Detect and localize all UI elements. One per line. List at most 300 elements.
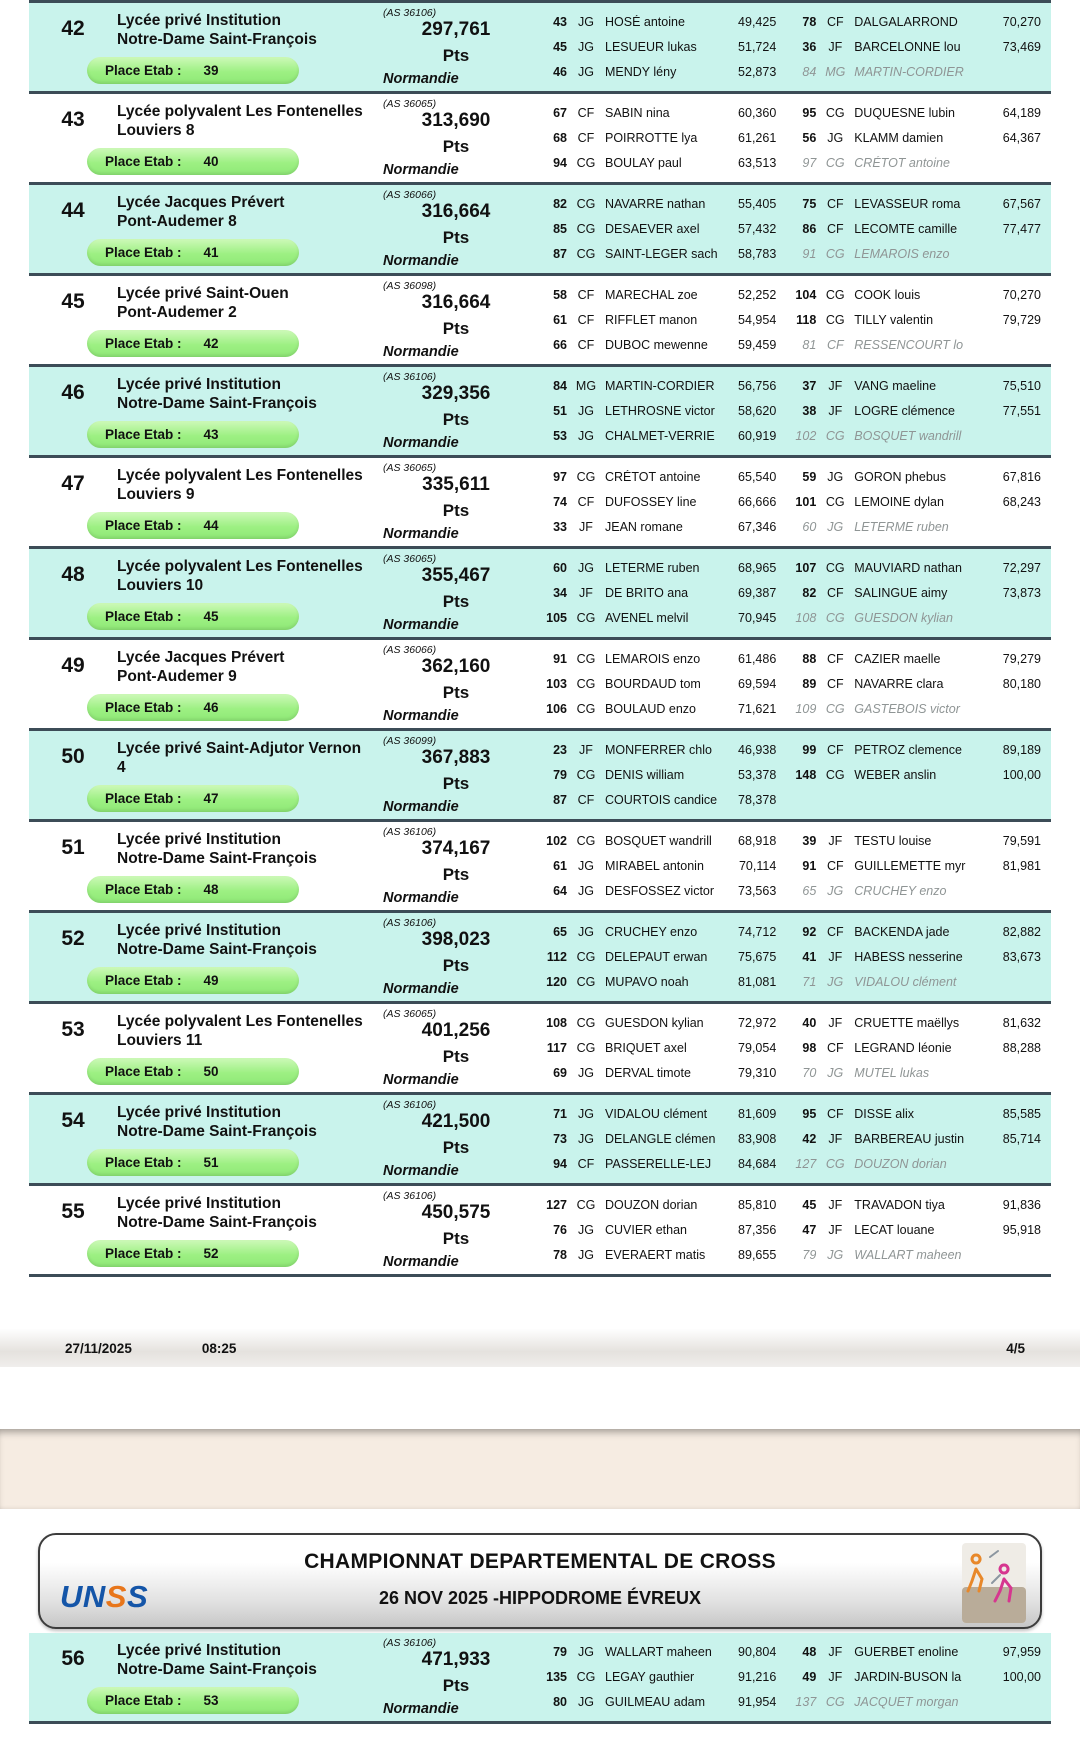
runner-category: JG [827, 1065, 844, 1080]
runner-name: JARDIN-BUSON la [854, 1669, 962, 1684]
runner-score: 88,288 [1002, 1040, 1041, 1055]
runner-category: JG [827, 1247, 844, 1262]
place-etab-value: 50 [203, 1064, 219, 1079]
region-label: Normandie [383, 1072, 459, 1088]
runners-list [531, 185, 1051, 273]
runners-list [531, 367, 1051, 455]
runners-list [531, 276, 1051, 364]
runner-name: LEVASSEUR roma [854, 197, 961, 212]
runner-category: JG [578, 1645, 594, 1660]
runner-name: BACKENDA jade [854, 925, 950, 940]
place-etab-badge [87, 512, 299, 539]
school-name-line1: Lycée Jacques Prévert [117, 194, 285, 211]
runner-category: JF [579, 519, 593, 534]
runner-name: MIRABEL antonin [605, 858, 704, 873]
place-etab-badge [87, 148, 299, 175]
runner-rank: 98 [802, 1040, 817, 1055]
unss-logo-text: S [126, 1579, 149, 1614]
runner-entry [780, 1223, 1045, 1237]
runner-rank: 105 [546, 610, 567, 625]
runner-entry [780, 156, 1045, 170]
points-value: 316,664 [421, 292, 491, 313]
region-label: Normandie [383, 435, 459, 451]
runner-line [531, 374, 1045, 399]
place-etab-label: Place Etab : [105, 1693, 182, 1708]
runner-category: JG [578, 858, 594, 873]
team-rank: 44 [61, 199, 85, 222]
runner-name: EVERAERT matis [605, 1247, 706, 1262]
runner-category: JF [828, 834, 843, 849]
runner-line [531, 1011, 1045, 1036]
runner-rank: 78 [553, 1247, 567, 1262]
runner-entry [531, 1016, 780, 1030]
team-result-row [29, 1001, 1051, 1092]
as-code: (AS 36106) [383, 917, 437, 929]
runner-score: 77,477 [1002, 221, 1041, 236]
runner-rank: 137 [795, 1694, 817, 1709]
runner-rank: 45 [802, 1198, 817, 1213]
runner-rank: 80 [553, 1694, 567, 1709]
runner-name: GASTEBOIS victor [854, 701, 960, 716]
runner-name: JACQUET morgan [854, 1694, 959, 1709]
school-name-line2: Pont-Audemer 8 [117, 213, 237, 231]
runner-score: 91,954 [738, 1694, 777, 1709]
school-name-line2: Notre-Dame Saint-François [117, 1123, 317, 1141]
runner-line [531, 1640, 1045, 1665]
runner-rank: 106 [546, 701, 567, 716]
runner-category: CG [576, 610, 596, 625]
runner-rank: 92 [802, 925, 817, 940]
region-label: Normandie [383, 617, 459, 633]
runner-entry [531, 950, 780, 964]
runner-rank: 102 [546, 834, 567, 849]
as-code: (AS 36106) [383, 371, 437, 383]
runner-category: CG [576, 1198, 596, 1213]
footer-time: 08:25 [201, 1340, 237, 1356]
pts-label: Pts [442, 592, 470, 611]
runner-rank: 109 [795, 701, 817, 716]
runner-score: 91,836 [1002, 1198, 1041, 1213]
school-name-line1: Lycée polyvalent Les Fontenelles [117, 1013, 363, 1030]
runners-list [531, 640, 1051, 728]
page-gap [0, 1429, 1080, 1509]
runner-entry [531, 40, 780, 54]
runner-category: MG [825, 64, 846, 79]
runner-line [531, 787, 1045, 812]
runner-name: GUESDON kylian [854, 610, 953, 625]
runner-category: JG [578, 925, 594, 940]
unss-logo-text: S [105, 1579, 127, 1614]
school-name-line1: Lycée privé Saint-Adjutor Vernon [117, 740, 362, 757]
runner-entry [780, 429, 1045, 443]
runner-category: CG [825, 428, 845, 443]
runner-score: 68,965 [738, 561, 777, 576]
runners-list [531, 913, 1051, 1001]
runner-entry [531, 288, 780, 302]
runner-line [531, 101, 1045, 126]
runner-entry [780, 1157, 1045, 1171]
runner-entry [531, 611, 780, 625]
runner-name: LEMAROIS enzo [605, 652, 701, 667]
runner-score: 79,054 [738, 1040, 777, 1055]
runner-name: DOUZON dorian [605, 1198, 698, 1213]
runner-category: MG [575, 379, 597, 394]
runner-score: 56,756 [738, 379, 777, 394]
runner-category: CG [576, 221, 596, 236]
pts-label: Pts [442, 956, 470, 975]
as-code: (AS 36106) [383, 7, 437, 19]
runner-category: JF [828, 949, 843, 964]
runner-category: CG [576, 1016, 596, 1031]
points-value: 367,883 [421, 747, 491, 768]
as-code: (AS 36065) [383, 553, 437, 565]
runner-name: DERVAL timote [605, 1065, 691, 1080]
runner-name: BOURDAUD tom [605, 676, 701, 691]
runner-score: 51,724 [738, 39, 777, 54]
runner-line [531, 126, 1045, 151]
runner-rank: 49 [802, 1669, 817, 1684]
runner-score: 72,972 [738, 1016, 777, 1031]
points-column [379, 1095, 531, 1183]
runner-score: 100,00 [1002, 1669, 1041, 1684]
runner-score: 67,346 [738, 519, 777, 534]
runner-rank: 118 [796, 312, 817, 327]
team-rank: 50 [61, 745, 85, 768]
team-result-row [29, 546, 1051, 637]
runner-entry [780, 520, 1045, 534]
place-etab-value: 41 [203, 245, 219, 260]
runner-name: BOSQUET wandrill [854, 428, 962, 443]
place-etab-badge [87, 1058, 299, 1085]
runner-score: 83,908 [738, 1131, 777, 1146]
runner-entry [780, 702, 1045, 716]
runner-score: 58,783 [738, 246, 777, 261]
runners-artwork-icon [962, 1543, 1026, 1628]
runner-rank: 78 [802, 15, 817, 30]
runner-category: CG [576, 676, 596, 691]
runner-rank: 41 [802, 949, 817, 964]
runner-score: 83,673 [1002, 949, 1041, 964]
runner-name: GUILMEAU adam [605, 1694, 706, 1709]
place-etab-label: Place Etab : [105, 1155, 182, 1170]
runner-rank: 89 [802, 676, 817, 691]
runner-score: 57,432 [738, 221, 777, 236]
team-rank: 49 [61, 654, 85, 677]
team-rank: 43 [61, 108, 85, 131]
runner-name: TESTU louise [854, 834, 932, 849]
runner-entry [531, 1157, 780, 1171]
region-label: Normandie [383, 71, 459, 87]
points-value: 374,167 [421, 838, 491, 859]
runner-name: LETERME ruben [605, 561, 700, 576]
runner-score: 74,712 [738, 925, 777, 940]
runner-name: LECOMTE camille [854, 221, 958, 236]
runner-entry [780, 313, 1045, 327]
runner-score: 60,360 [738, 106, 777, 121]
points-column [379, 1633, 531, 1721]
runner-category: JG [827, 519, 844, 534]
runner-category: JG [578, 1222, 594, 1237]
runner-name: SABIN nina [605, 106, 670, 121]
runner-category: JG [578, 1694, 594, 1709]
place-etab-value: 43 [203, 427, 219, 442]
runner-line [531, 556, 1045, 581]
place-etab-badge [87, 330, 299, 357]
runner-name: LESUEUR lukas [605, 39, 697, 54]
team-result-row [29, 819, 1051, 910]
runner-entry [780, 1132, 1045, 1146]
runner-category: CF [826, 197, 844, 212]
runner-entry [531, 313, 780, 327]
runner-entry [531, 743, 780, 757]
school-name-line1: Lycée polyvalent Les Fontenelles [117, 103, 363, 120]
runner-entry [531, 379, 780, 393]
school-name-line2: Louviers 10 [117, 577, 204, 595]
runner-name: COURTOIS candice [605, 792, 718, 807]
points-value: 297,761 [421, 19, 491, 40]
runner-rank: 60 [553, 561, 567, 576]
place-etab-label: Place Etab : [105, 791, 182, 806]
runner-name: MARTIN-CORDIER [605, 379, 715, 394]
school-name-line2: Notre-Dame Saint-François [117, 1661, 317, 1679]
school-name-line1: Lycée privé Institution [117, 1642, 281, 1659]
runner-score: 75,675 [738, 949, 777, 964]
points-value: 421,500 [421, 1111, 491, 1132]
runner-rank: 117 [546, 1040, 567, 1055]
runner-rank: 68 [553, 130, 567, 145]
runner-rank: 34 [553, 585, 567, 600]
school-name-line2: Louviers 11 [117, 1032, 203, 1050]
runner-name: HOSÉ antoine [605, 15, 685, 30]
runner-entry [780, 338, 1045, 352]
runner-score: 89,655 [738, 1247, 777, 1262]
team-rank: 47 [61, 472, 85, 495]
runner-name: CRÉTOT antoine [854, 155, 950, 170]
runner-category: JG [578, 561, 594, 576]
place-etab-value: 45 [203, 609, 219, 624]
runner-entry [531, 1107, 780, 1121]
place-etab-label: Place Etab : [105, 427, 182, 442]
points-column [379, 367, 531, 455]
runner-name: BOULAY paul [605, 155, 682, 170]
region-label: Normandie [383, 1163, 459, 1179]
as-code: (AS 36066) [383, 644, 437, 656]
points-column [379, 94, 531, 182]
runner-line [531, 1689, 1045, 1714]
runner-score: 85,714 [1002, 1131, 1041, 1146]
runner-rank: 94 [553, 1156, 567, 1171]
school-name-line1: Lycée privé Institution [117, 1104, 281, 1121]
runner-category: CF [826, 585, 844, 600]
region-label: Normandie [383, 981, 459, 997]
runner-category: CG [825, 1156, 845, 1171]
as-code: (AS 36106) [383, 1637, 437, 1649]
runner-entry [531, 247, 780, 261]
runner-name: PASSERELLE-LEJ [605, 1156, 712, 1171]
runner-name: CRUCHEY enzo [854, 883, 947, 898]
runner-name: BRIQUET axel [605, 1040, 687, 1055]
runner-name: LEMAROIS enzo [854, 246, 950, 261]
runner-category: CG [825, 106, 845, 121]
runner-entry [780, 1248, 1045, 1262]
place-etab-badge [87, 421, 299, 448]
team-result-row [29, 455, 1051, 546]
runner-name: HABESS nesserine [854, 949, 963, 964]
runner-rank: 85 [553, 221, 567, 236]
runner-entry [780, 975, 1045, 989]
school-name-line1: Lycée privé Institution [117, 922, 281, 939]
runner-name: WALLART maheen [854, 1247, 962, 1262]
pts-label: Pts [442, 1138, 470, 1157]
runner-entry [531, 1198, 780, 1212]
runner-rank: 38 [802, 403, 817, 418]
as-code: (AS 36106) [383, 826, 437, 838]
runner-line [531, 241, 1045, 266]
team-result-row [29, 0, 1051, 91]
results-table-page5 [29, 1633, 1051, 1724]
runner-entry [531, 156, 780, 170]
pts-label: Pts [442, 1229, 470, 1248]
points-column [379, 1186, 531, 1274]
runner-score: 97,959 [1002, 1645, 1041, 1660]
runner-entry [780, 1107, 1045, 1121]
runner-entry [780, 1198, 1045, 1212]
pts-label: Pts [442, 1676, 470, 1695]
runner-entry [531, 222, 780, 236]
school-name-line1: Lycée Jacques Prévert [117, 649, 285, 666]
runner-line [531, 399, 1045, 424]
points-value: 316,664 [421, 201, 491, 222]
runner-rank: 53 [553, 428, 567, 443]
as-code: (AS 36098) [383, 280, 437, 292]
points-column [379, 185, 531, 273]
runner-rank: 81 [802, 337, 817, 352]
runner-line [531, 829, 1045, 854]
runner-rank: 79 [553, 767, 567, 782]
runner-name: LEGRAND léonie [854, 1040, 952, 1055]
runner-name: DALGALARROND [854, 15, 958, 30]
runner-score: 81,981 [1002, 858, 1041, 873]
points-value: 335,611 [422, 474, 490, 495]
runner-name: MENDY lény [605, 64, 677, 79]
region-label: Normandie [383, 1701, 459, 1717]
place-etab-value: 40 [203, 154, 219, 169]
runner-score: 73,469 [1002, 39, 1041, 54]
runner-rank: 58 [553, 288, 567, 303]
place-etab-badge [87, 57, 299, 84]
runner-category: JG [578, 428, 594, 443]
runner-name: PETROZ clemence [854, 743, 962, 758]
pts-label: Pts [442, 137, 470, 156]
runner-rank: 71 [802, 974, 817, 989]
points-column [379, 913, 531, 1001]
pts-label: Pts [442, 228, 470, 247]
runner-line [531, 332, 1045, 357]
runner-line [531, 1151, 1045, 1176]
runner-score: 60,919 [738, 428, 777, 443]
runner-name: DESAEVER axel [605, 221, 700, 236]
runner-score: 100,00 [1002, 767, 1041, 782]
place-etab-label: Place Etab : [105, 609, 182, 624]
runner-score: 70,270 [1002, 288, 1041, 303]
runner-score: 85,810 [738, 1198, 777, 1213]
runner-score: 46,938 [738, 743, 777, 758]
runner-category: CF [826, 743, 844, 758]
runner-category: JG [827, 883, 844, 898]
runner-category: JF [828, 1669, 843, 1684]
runner-category: JG [578, 1247, 594, 1262]
runner-entry [531, 404, 780, 418]
pts-label: Pts [442, 46, 470, 65]
runner-entry [531, 1066, 780, 1080]
as-code: (AS 36106) [383, 1190, 437, 1202]
runner-line [531, 1665, 1045, 1690]
runner-rank: 97 [802, 155, 817, 170]
runner-score: 78,378 [738, 792, 777, 807]
runner-name: NAVARRE clara [854, 676, 944, 691]
runner-category: JG [578, 403, 594, 418]
team-rank: 55 [61, 1200, 85, 1223]
runner-rank: 46 [553, 64, 567, 79]
runner-entry [531, 1041, 780, 1055]
place-etab-value: 53 [203, 1693, 219, 1708]
runner-rank: 61 [553, 858, 567, 873]
runner-entry [780, 677, 1045, 691]
runner-rank: 112 [546, 949, 567, 964]
runner-entry [780, 40, 1045, 54]
school-name-line1: Lycée privé Institution [117, 831, 281, 848]
runner-rank: 36 [802, 39, 817, 54]
team-result-row [29, 182, 1051, 273]
runner-line [531, 696, 1045, 721]
runner-rank: 87 [553, 792, 567, 807]
runner-score: 67,567 [1002, 197, 1041, 212]
runners-list [531, 822, 1051, 910]
runner-entry [780, 743, 1045, 757]
runner-category: JF [828, 1645, 843, 1660]
as-code: (AS 36099) [383, 735, 437, 747]
runner-line [531, 59, 1045, 84]
place-etab-value: 49 [203, 973, 219, 988]
runner-rank: 71 [553, 1107, 567, 1122]
pts-label: Pts [442, 501, 470, 520]
runner-entry [780, 470, 1045, 484]
runner-entry [531, 15, 780, 29]
runner-score: 87,356 [738, 1222, 777, 1237]
runner-name: CRÉTOT antoine [605, 470, 701, 485]
runner-score: 85,585 [1002, 1107, 1041, 1122]
runner-category: CF [577, 337, 595, 352]
team-result-row [29, 1633, 1051, 1724]
runner-category: JF [828, 1198, 843, 1213]
points-value: 471,933 [421, 1649, 491, 1670]
runner-score: 70,945 [738, 610, 777, 625]
runner-score: 52,873 [738, 64, 777, 79]
runner-entry [780, 288, 1045, 302]
runner-score: 79,591 [1002, 834, 1041, 849]
place-etab-label: Place Etab : [105, 245, 182, 260]
runner-category: CF [577, 288, 595, 303]
place-etab-value: 52 [203, 1246, 219, 1261]
runner-rank: 42 [802, 1131, 817, 1146]
runner-category: CF [577, 106, 595, 121]
results-page-5 [0, 1509, 1080, 1724]
runner-rank: 84 [553, 379, 567, 394]
runner-name: DUBOC mewenne [605, 337, 708, 352]
runner-line [531, 217, 1045, 242]
runner-name: MARTIN-CORDIER [854, 64, 964, 79]
as-code: (AS 36065) [383, 1008, 437, 1020]
